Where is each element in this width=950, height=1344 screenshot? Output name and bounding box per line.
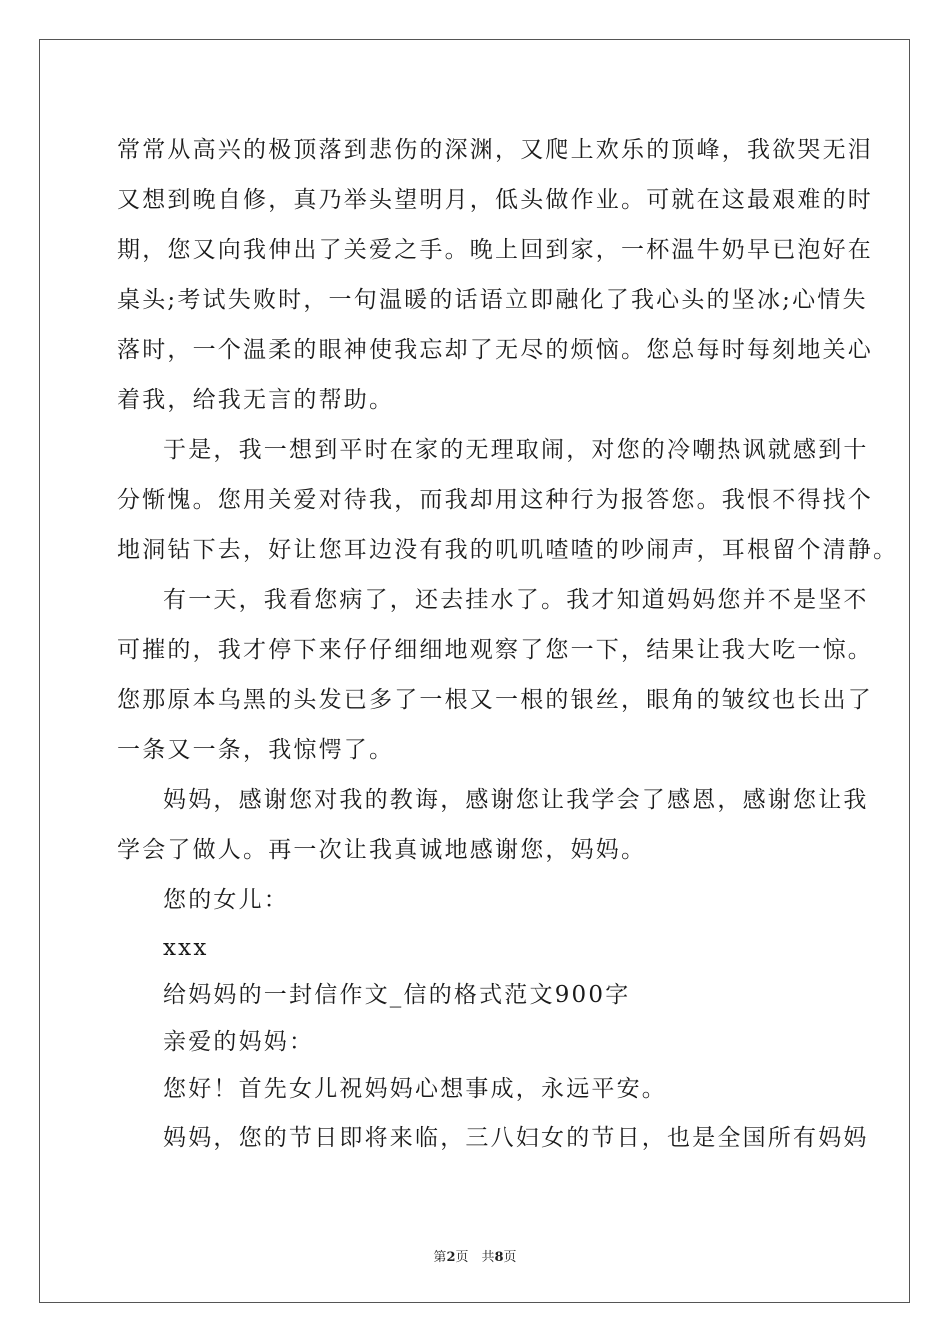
text-line: 落时，一个温柔的眼神使我忘却了无尽的烦恼。您总每时每刻地关心 [117,337,873,363]
text-line: 常常从高兴的极顶落到悲伤的深渊，又爬上欢乐的顶峰，我欲哭无泪 [117,137,873,163]
text-line: 妈妈，您的节日即将来临，三八妇女的节日，也是全国所有妈妈 [163,1125,869,1151]
greeting: 您好！首先女儿祝妈妈心想事成，永远平安。 [163,1076,667,1102]
text-line: 一条又一条，我惊愕了。 [117,737,395,763]
text-line: 期，您又向我伸出了关爱之手。晚上回到家，一杯温牛奶早已泡好在 [117,237,873,263]
signoff: 您的女儿： [163,887,289,913]
article-title: 给妈妈的一封信作文_信的格式范文900字 [163,982,631,1008]
salutation: 亲爱的妈妈： [163,1029,315,1055]
footer-middle: 页 共 [455,1250,495,1265]
text-line: 可摧的，我才停下来仔仔细细地观察了您一下，结果让我大吃一惊。 [117,637,873,663]
total-page-count: 8 [494,1250,504,1265]
text-line: 于是，我一想到平时在家的无理取闹，对您的冷嘲热讽就感到十 [163,437,869,463]
text-line: 学会了做人。再一次让我真诚地感谢您，妈妈。 [117,837,647,863]
text-line: 您那原本乌黑的头发已多了一根又一根的银丝，眼角的皱纹也长出了 [117,687,873,713]
text-line: 又想到晚自修，真乃举头望明月，低头做作业。可就在这最艰难的时 [117,187,873,213]
text-line: 着我，给我无言的帮助。 [117,387,395,413]
document-body [117,125,899,1163]
footer-suffix: 页 [503,1250,517,1265]
text-line: 桌头;考试失败时，一句温暖的话语立即融化了我心头的坚冰;心情失 [117,287,868,313]
footer-prefix: 第 [433,1250,447,1265]
text-line: 妈妈，感谢您对我的教诲，感谢您让我学会了感恩，感谢您让我 [163,787,869,813]
text-line: 地洞钻下去，好让您耳边没有我的叽叽喳喳的吵闹声，耳根留个清静。 [117,537,899,563]
page-footer [0,1246,950,1265]
current-page-number: 2 [446,1250,456,1265]
text-line: 有一天，我看您病了，还去挂水了。我才知道妈妈您并不是坚不 [163,587,869,613]
signature: xxx [163,935,209,961]
text-line: 分惭愧。您用关爱对待我，而我却用这种行为报答您。我恨不得找个 [117,487,873,513]
